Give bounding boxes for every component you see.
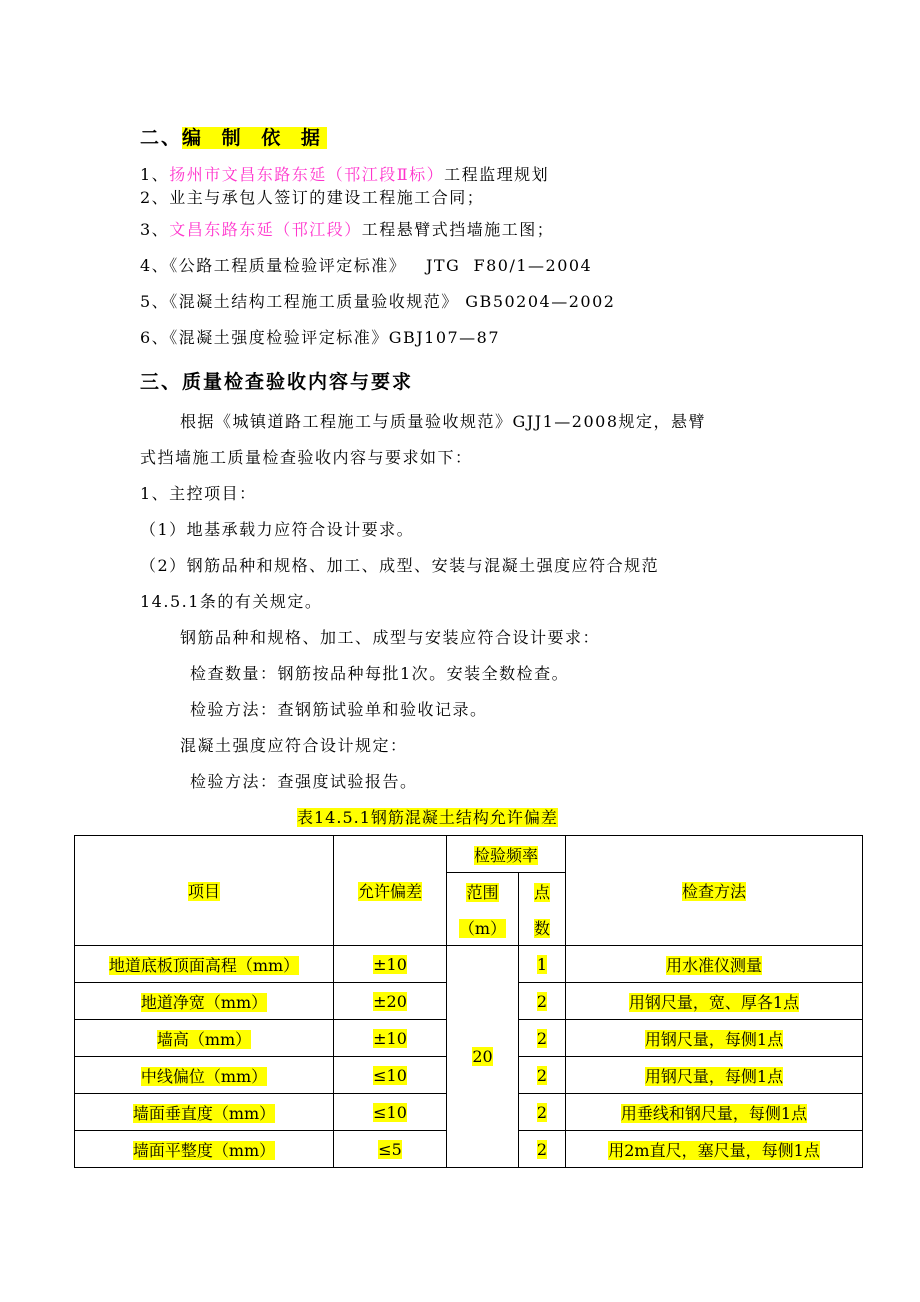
row-item: 墙高（mm）: [75, 1020, 334, 1057]
row-item: 墙面垂直度（mm）: [75, 1094, 334, 1131]
row-tolerance: ≤5: [334, 1131, 447, 1168]
concrete-inspection-method: 检验方法：查强度试验报告。: [190, 772, 418, 791]
row-tolerance: ±20: [334, 983, 447, 1020]
header-range: 范围: [447, 873, 519, 910]
section-2-title: 编 制 依 据: [182, 127, 327, 149]
basis-item-3: 3、文昌东路东延（邗江段）工程悬臂式挡墙施工图；: [140, 220, 555, 239]
table-caption: 表14.5.1钢筋混凝土结构允许偏差: [297, 808, 558, 827]
table-row: [75, 946, 863, 983]
basis-item-1: 1、扬州市文昌东路东延（邗江段Ⅱ标）工程监理规划: [140, 165, 550, 184]
header-tolerance: 允许偏差: [334, 836, 447, 946]
row-item: 中线偏位（mm）: [75, 1057, 334, 1094]
row-item: 地道底板顶面高程（mm）: [75, 946, 334, 983]
control-item-2-line-2: 14.5.1条的有关规定。: [140, 592, 323, 611]
row-tolerance: ±10: [334, 946, 447, 983]
rebar-requirement: 钢筋品种和规格、加工、成型与安装应符合设计要求：: [180, 628, 601, 647]
basis-item-6: 6、《混凝土强度检验评定标准》GBJ107—87: [140, 328, 501, 347]
basis-item-5: 5、《混凝土结构工程施工质量验收规范》 GB50204—2002: [140, 292, 616, 311]
intro-line-1: 根据《城镇道路工程施工与质量验收规范》GJJ1—2008规定，悬臂: [180, 412, 707, 431]
rebar-inspection-quantity: 检查数量：钢筋按品种每批1次。安装全数检查。: [190, 664, 570, 683]
section-2-number: 二、: [140, 127, 183, 149]
row-method: 用2m直尺，塞尺量，每侧1点: [566, 1131, 863, 1168]
row-method: 用水准仪测量: [566, 946, 863, 983]
row-item: 墙面平整度（mm）: [75, 1131, 334, 1168]
main-control-items: 1、主控项目：: [140, 484, 257, 503]
control-item-2-line-1: （2）钢筋品种和规格、加工、成型、安装与混凝土强度应符合规范: [140, 556, 660, 575]
header-range-unit: （m）: [447, 909, 519, 946]
header-method: 检查方法: [566, 836, 863, 946]
row-tolerance: ≤10: [334, 1057, 447, 1094]
row-tolerance: ±10: [334, 1020, 447, 1057]
row-points: 1: [519, 946, 566, 983]
row-item: 地道净宽（mm）: [75, 983, 334, 1020]
control-item-1: （1）地基承载力应符合设计要求。: [140, 520, 415, 539]
row-method: 用垂线和钢尺量，每侧1点: [566, 1094, 863, 1131]
header-points-bottom: 数: [519, 909, 566, 946]
rebar-inspection-method: 检验方法：查钢筋试验单和验收记录。: [190, 700, 488, 719]
row-points: 2: [519, 1020, 566, 1057]
basis-item-4: 4、《公路工程质量检验评定标准》 JTG F80/1—2004: [140, 256, 593, 275]
row-points: 2: [519, 1131, 566, 1168]
header-points-top: 点: [519, 873, 566, 910]
header-item: 项目: [75, 836, 334, 946]
row-points: 2: [519, 1057, 566, 1094]
intro-line-2: 式挡墙施工质量检查验收内容与要求如下：: [140, 448, 473, 467]
tolerance-table: [74, 835, 863, 1168]
header-frequency: 检验频率: [447, 836, 566, 873]
row-points: 2: [519, 1094, 566, 1131]
section-3-heading: 三、质量检查验收内容与要求: [140, 371, 414, 393]
row-tolerance: ≤10: [334, 1094, 447, 1131]
basis-item-2: 2、业主与承包人签订的建设工程施工合同；: [140, 188, 485, 207]
concrete-requirement: 混凝土强度应符合设计规定：: [180, 736, 408, 755]
row-method: 用钢尺量，每侧1点: [566, 1057, 863, 1094]
row-method: 用钢尺量，宽、厚各1点: [566, 983, 863, 1020]
range-value: 20: [447, 946, 519, 1168]
row-points: 2: [519, 983, 566, 1020]
row-method: 用钢尺量，每侧1点: [566, 1020, 863, 1057]
section-2-heading: [140, 123, 327, 150]
